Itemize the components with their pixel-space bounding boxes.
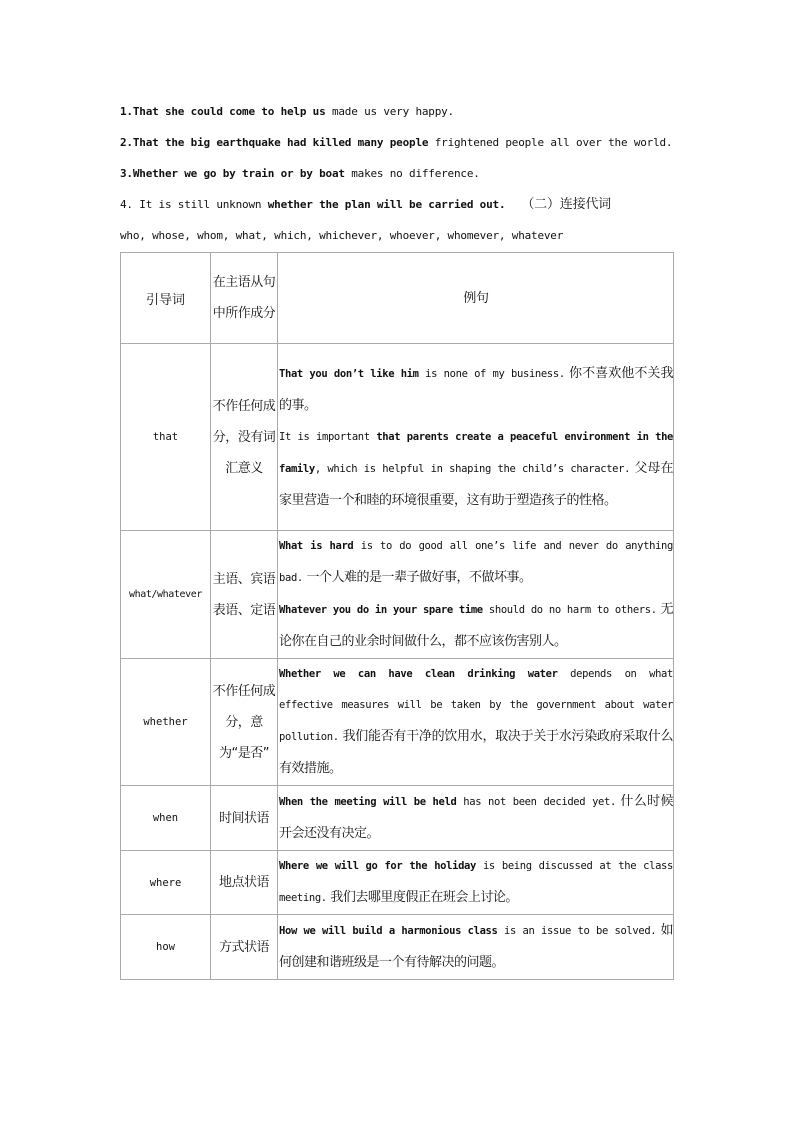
table-row: whether 不作任何成分，意为“是否” Whether we can have clean drinking water depends on what effective measures will be taken by the government about water pollution. 我们能否有干净的饮用水，取决于关于水污染政府采取什么有效措施。	[121, 659, 674, 786]
header-role: 在主语从句中所作成分	[211, 253, 278, 344]
table-row: what/whatever 主语、宾语表语、定语 What is hard is to do good all one’s life and never do anything bad. 一个人难的是一辈子做好事，不做坏事。 Whatever you do in your spare time should do no harm to others. 无论你在自己的业余时间做什么，都不应该伤害别人。	[121, 531, 674, 659]
example-sentence-4: 4. It is still unknown whether the plan will be carried out. （二）连接代词	[120, 197, 611, 212]
header-introducer: 引导词	[121, 253, 211, 344]
document-page	[120, 96, 676, 980]
table-row: where 地点状语 Where we will go for the holiday is being discussed at the class meeting. 我们去哪里度假正在班会上讨论。	[121, 851, 674, 915]
connective-pronoun-list: who, whose, whom, what, which, whichever, whoever, whomever, whatever	[120, 229, 564, 242]
table-row: when 时间状语 When the meeting will be held has not been decided yet. 什么时候开会还没有决定。	[121, 786, 674, 851]
example-sentence-3: 3.Whether we go by train or by boat makes no difference.	[120, 167, 480, 180]
example-sentence-2: 2.That the big earthquake had killed many people frightened people all over the world.	[120, 136, 673, 149]
table-header-row	[121, 253, 674, 344]
header-example: 例句	[278, 253, 674, 344]
example-sentence-1: 1.That she could come to help us made us very happy.	[120, 105, 454, 118]
subject-clause-table	[120, 252, 674, 980]
table-row: how 方式状语 How we will build a harmonious class is an issue to be solved. 如何创建和谐班级是一个有待解决的问题。	[121, 915, 674, 980]
table-row: that 不作任何成分，没有词汇意义 That you don’t like him is none of my business. 你不喜欢他不关我的事。 It is important that parents create a peaceful environment in the family, which is helpful in shaping the child’s character. 父母在家里营造一个和睦的环境很重要，这有助于塑造孩子的性格。	[121, 344, 674, 531]
section-heading: （二）连接代词	[521, 197, 611, 212]
